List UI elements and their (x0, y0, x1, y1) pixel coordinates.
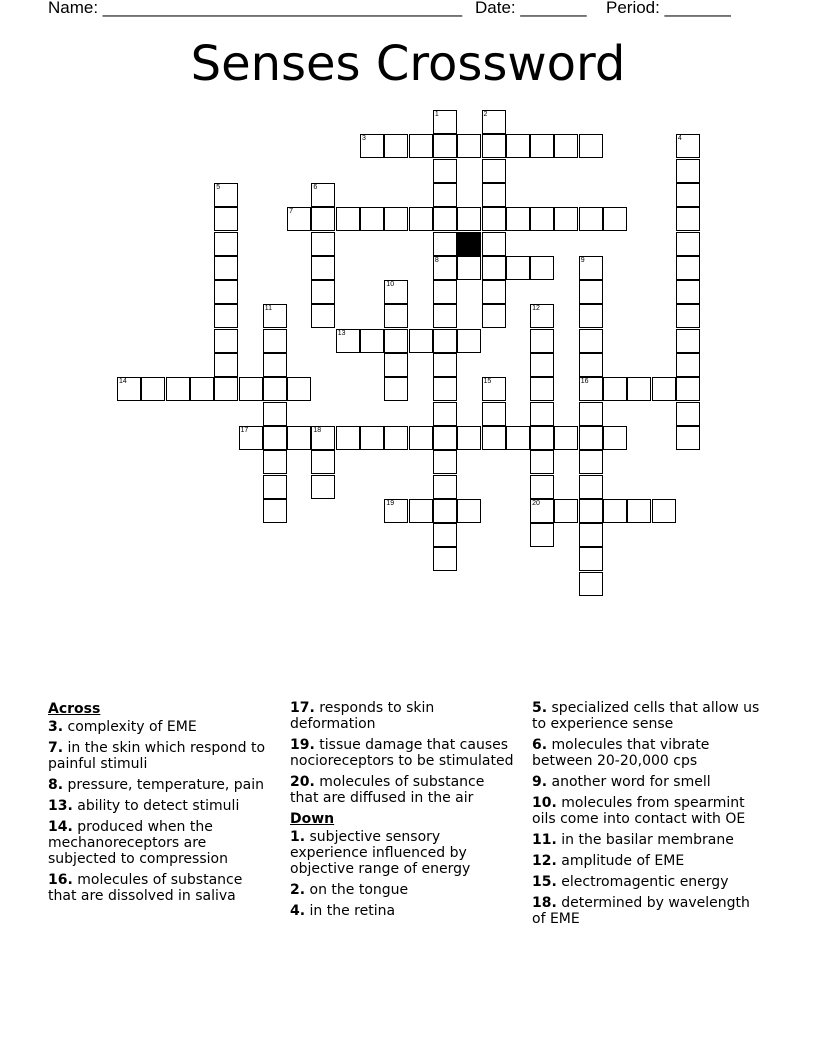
grid-cell[interactable] (287, 426, 311, 450)
grid-cell[interactable] (384, 499, 408, 523)
grid-cell[interactable] (263, 402, 287, 426)
grid-cell[interactable] (433, 159, 457, 183)
grid-cell[interactable] (433, 207, 457, 231)
clue-number: 9 (580, 256, 585, 264)
grid-cell[interactable] (214, 377, 238, 401)
across-heading: Across (48, 701, 101, 717)
grid-cell[interactable] (263, 329, 287, 353)
grid-cell[interactable] (214, 353, 238, 377)
clue-number: 3 (362, 135, 366, 143)
grid-cell[interactable] (530, 475, 554, 499)
grid-cell[interactable] (433, 353, 457, 377)
grid-cell[interactable] (676, 426, 700, 450)
grid-cell[interactable] (482, 377, 506, 401)
grid-cell[interactable] (433, 426, 457, 450)
grid-cell[interactable] (627, 499, 651, 523)
grid-cell[interactable] (579, 547, 603, 571)
down-clue-11: 11. in the basilar membrane (532, 832, 734, 848)
grid-cell[interactable] (482, 232, 506, 256)
across-clue-3: 3. complexity of EME (48, 719, 197, 735)
grid-cell[interactable] (409, 499, 433, 523)
black-cell (457, 232, 481, 256)
grid-cell[interactable] (433, 110, 457, 134)
across-clue-14: 14. produced when the mechanoreceptors are subjected to compression (48, 819, 228, 867)
grid-cell[interactable] (384, 304, 408, 328)
grid-cell[interactable] (263, 377, 287, 401)
down-clue-15: 15. electromagentic energy (532, 874, 729, 890)
grid-cell[interactable] (676, 207, 700, 231)
grid-cell[interactable] (506, 426, 530, 450)
clue-number: 16 (580, 378, 589, 386)
date-field[interactable]: Date: _______ (475, 0, 587, 17)
grid-cell[interactable] (263, 304, 287, 328)
grid-cell[interactable] (214, 232, 238, 256)
clue-number: 2 (483, 111, 488, 118)
grid-cell[interactable] (263, 450, 287, 474)
grid-cell[interactable] (287, 207, 311, 231)
grid-cell[interactable] (360, 329, 384, 353)
grid-cell[interactable] (530, 426, 554, 450)
grid-cell[interactable] (384, 280, 408, 304)
grid-cell[interactable] (676, 304, 700, 328)
grid-cell[interactable] (239, 426, 263, 450)
clue-number: 19 (386, 499, 395, 507)
grid-cell[interactable] (676, 353, 700, 377)
grid-cell[interactable] (676, 402, 700, 426)
grid-cell[interactable] (676, 232, 700, 256)
grid-cell[interactable] (384, 329, 408, 353)
grid-cell[interactable] (409, 329, 433, 353)
grid-cell[interactable] (287, 377, 311, 401)
grid-cell[interactable] (554, 134, 578, 158)
grid-cell[interactable] (214, 304, 238, 328)
grid-cell[interactable] (214, 183, 238, 207)
grid-cell[interactable] (360, 207, 384, 231)
grid-cell[interactable] (579, 402, 603, 426)
across-clue-16: 16. molecules of substance that are dissolved in saliva (48, 872, 243, 904)
grid-cell[interactable] (579, 475, 603, 499)
clue-column-3 (532, 700, 762, 932)
grid-cell[interactable] (482, 402, 506, 426)
grid-cell[interactable] (433, 523, 457, 547)
clue-number: 15 (483, 378, 492, 386)
grid-cell[interactable] (579, 377, 603, 401)
down-clue-12: 12. amplitude of EME (532, 853, 685, 869)
grid-cell[interactable] (433, 256, 457, 280)
grid-cell[interactable] (214, 207, 238, 231)
grid-cell[interactable] (603, 377, 627, 401)
grid-cell[interactable] (311, 280, 335, 304)
grid-cell[interactable] (676, 280, 700, 304)
grid-cell[interactable] (433, 377, 457, 401)
grid-cell[interactable] (676, 377, 700, 401)
clue-number: 12 (532, 305, 540, 313)
grid-cell[interactable] (676, 256, 700, 280)
grid-cell[interactable] (384, 353, 408, 377)
grid-cell[interactable] (579, 572, 603, 596)
clue-number: 7 (289, 208, 293, 216)
clue-number: 11 (264, 305, 273, 313)
clue-column-2 (290, 700, 515, 924)
grid-cell[interactable] (311, 304, 335, 328)
grid-cell[interactable] (433, 402, 457, 426)
down-clue-9: 9. another word for smell (532, 774, 711, 790)
grid-cell[interactable] (530, 377, 554, 401)
clue-number: 14 (119, 378, 127, 386)
down-heading: Down (290, 811, 335, 827)
grid-cell[interactable] (603, 426, 627, 450)
grid-cell[interactable] (482, 304, 506, 328)
grid-cell[interactable] (579, 329, 603, 353)
across-clue-13: 13. ability to detect stimuli (48, 798, 240, 814)
grid-cell[interactable] (530, 256, 554, 280)
period-field[interactable]: Period: _______ (606, 0, 731, 17)
grid-cell[interactable] (482, 207, 506, 231)
grid-cell[interactable] (433, 134, 457, 158)
grid-cell[interactable] (384, 377, 408, 401)
across-clue-19: 19. tissue damage that causes nocioreceptors to be stimulated (290, 737, 514, 769)
grid-cell[interactable] (433, 232, 457, 256)
across-clue-20: 20. molecules of substance that are diffused in the air (290, 774, 485, 806)
grid-cell[interactable] (652, 499, 676, 523)
grid-cell[interactable] (579, 426, 603, 450)
down-clue-6: 6. molecules that vibrate between 20-20,000 cps (532, 737, 710, 769)
grid-cell[interactable] (579, 256, 603, 280)
grid-cell[interactable] (336, 207, 360, 231)
grid-cell[interactable] (311, 426, 335, 450)
grid-cell[interactable] (214, 280, 238, 304)
grid-cell[interactable] (579, 207, 603, 231)
grid-cell[interactable] (506, 134, 530, 158)
grid-cell[interactable] (627, 377, 651, 401)
grid-cell[interactable] (311, 207, 335, 231)
grid-cell[interactable] (554, 207, 578, 231)
grid-cell[interactable] (457, 256, 481, 280)
grid-cell[interactable] (676, 134, 700, 158)
grid-cell[interactable] (457, 207, 481, 231)
grid-cell[interactable] (506, 256, 530, 280)
clue-number: 18 (313, 426, 322, 434)
grid-cell[interactable] (457, 134, 481, 158)
grid-cell[interactable] (433, 499, 457, 523)
grid-cell[interactable] (263, 426, 287, 450)
grid-cell[interactable] (384, 134, 408, 158)
grid-cell[interactable] (579, 499, 603, 523)
down-clue-18: 18. determined by wavelength of EME (532, 895, 750, 927)
name-field[interactable]: Name: ______________________________________ (48, 0, 463, 17)
grid-cell[interactable] (676, 329, 700, 353)
grid-cell[interactable] (336, 329, 360, 353)
grid-cell[interactable] (579, 523, 603, 547)
grid-cell[interactable] (457, 499, 481, 523)
grid-cell[interactable] (530, 134, 554, 158)
clue-number: 5 (216, 183, 221, 191)
grid-cell[interactable] (482, 426, 506, 450)
grid-cell[interactable] (263, 499, 287, 523)
grid-cell[interactable] (482, 183, 506, 207)
grid-cell[interactable] (530, 304, 554, 328)
grid-cell[interactable] (482, 110, 506, 134)
grid-cell[interactable] (239, 377, 263, 401)
grid-cell[interactable] (433, 304, 457, 328)
clue-number: 10 (386, 281, 395, 289)
grid-cell[interactable] (336, 426, 360, 450)
grid-cell[interactable] (676, 159, 700, 183)
grid-cell[interactable] (311, 183, 335, 207)
grid-cell[interactable] (579, 450, 603, 474)
across-clue-8: 8. pressure, temperature, pain (48, 777, 265, 793)
grid-cell[interactable] (433, 329, 457, 353)
grid-cell[interactable] (506, 207, 530, 231)
grid-cell[interactable] (311, 232, 335, 256)
grid-cell[interactable] (433, 475, 457, 499)
grid-cell[interactable] (384, 207, 408, 231)
down-clue-2: 2. on the tongue (290, 882, 409, 898)
grid-cell[interactable] (554, 426, 578, 450)
grid-cell[interactable] (530, 353, 554, 377)
grid-cell[interactable] (652, 377, 676, 401)
clue-column-1 (48, 700, 273, 909)
down-clue-4: 4. in the retina (290, 903, 396, 919)
page-title: Senses Crossword (190, 36, 626, 92)
grid-cell[interactable] (360, 134, 384, 158)
grid-cell[interactable] (360, 426, 384, 450)
grid-cell[interactable] (530, 450, 554, 474)
clue-number: 6 (313, 183, 318, 191)
grid-cell[interactable] (603, 499, 627, 523)
grid-cell[interactable] (676, 183, 700, 207)
grid-cell[interactable] (482, 159, 506, 183)
grid-cell[interactable] (433, 450, 457, 474)
grid-cell[interactable] (530, 329, 554, 353)
clue-number: 8 (434, 256, 439, 264)
grid-cell[interactable] (117, 377, 141, 401)
grid-cell[interactable] (482, 134, 506, 158)
grid-cell[interactable] (141, 377, 165, 401)
grid-cell[interactable] (457, 426, 481, 450)
grid-cell[interactable] (579, 353, 603, 377)
grid-cell[interactable] (263, 353, 287, 377)
grid-cell[interactable] (433, 183, 457, 207)
grid-cell[interactable] (530, 402, 554, 426)
clue-number: 1 (434, 111, 439, 118)
grid-cell[interactable] (482, 256, 506, 280)
grid-cell[interactable] (190, 377, 214, 401)
grid-cell[interactable] (409, 426, 433, 450)
grid-cell[interactable] (530, 523, 554, 547)
down-clue-5: 5. specialized cells that allow us to experience sense (532, 700, 760, 732)
clue-number: 20 (532, 499, 540, 507)
grid-cell[interactable] (457, 329, 481, 353)
grid-cell[interactable] (311, 475, 335, 499)
down-clue-1: 1. subjective sensory experience influenced by objective range of energy (290, 829, 471, 877)
grid-cell[interactable] (214, 329, 238, 353)
grid-cell[interactable] (311, 450, 335, 474)
grid-cell[interactable] (530, 499, 554, 523)
grid-cell[interactable] (311, 256, 335, 280)
grid-cell[interactable] (263, 475, 287, 499)
grid-cell[interactable] (603, 207, 627, 231)
grid-cell[interactable] (384, 426, 408, 450)
grid-cell[interactable] (409, 134, 433, 158)
grid-cell[interactable] (433, 547, 457, 571)
grid-cell[interactable] (579, 134, 603, 158)
clue-number: 17 (240, 426, 249, 434)
grid-cell[interactable] (433, 280, 457, 304)
grid-cell[interactable] (482, 280, 506, 304)
down-clue-10: 10. molecules from spearmint oils come into contact with OE (532, 795, 746, 827)
across-clue-7: 7. in the skin which respond to painful stimuli (48, 740, 266, 772)
clue-number: 4 (677, 135, 682, 143)
across-clue-17: 17. responds to skin deformation (290, 700, 435, 732)
grid-cell[interactable] (530, 207, 554, 231)
clue-number: 13 (337, 329, 346, 337)
grid-cell[interactable] (166, 377, 190, 401)
grid-cell[interactable] (214, 256, 238, 280)
grid-cell[interactable] (409, 207, 433, 231)
grid-cell[interactable] (554, 499, 578, 523)
grid-cell[interactable] (579, 304, 603, 328)
grid-cell[interactable] (579, 280, 603, 304)
